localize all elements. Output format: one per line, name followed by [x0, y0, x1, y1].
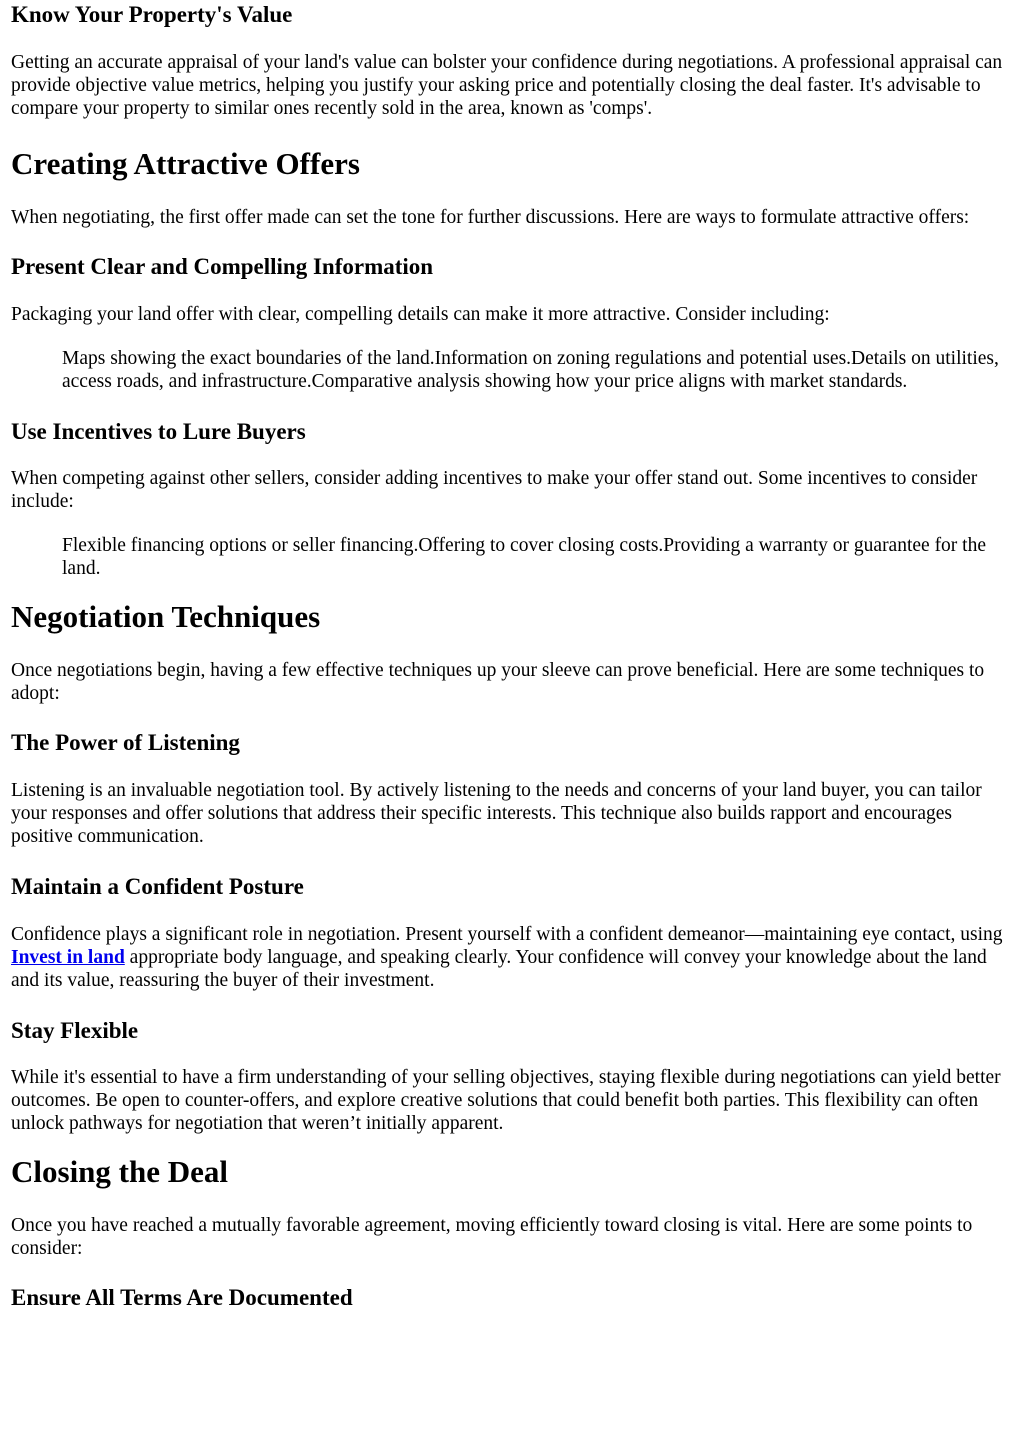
heading-know-property-value: Know Your Property's Value: [11, 2, 293, 27]
heading-terms-documented: Ensure All Terms Are Documented: [11, 1285, 353, 1310]
article: [0, 1, 1024, 1311]
paragraph-incentives: When competing against other sellers, consider adding incentives to make your offer stand out. Some incentives to consider include:: [11, 468, 978, 512]
heading-creating-attractive-offers: Creating Attractive Offers: [11, 146, 360, 181]
heading-confident-posture: Maintain a Confident Posture: [11, 874, 304, 899]
paragraph-confident-text-before: Confidence plays a significant role in negotiation. Present yourself with a confident demeanor—maintaining eye contact, using: [11, 924, 1003, 945]
paragraph-present-information: Packaging your land offer with clear, compelling details can make it more attractive. Consider including:: [11, 304, 830, 325]
paragraph-listening: Listening is an invaluable negotiation tool. By actively listening to the needs and concerns of your land buyer, you can tailor your responses and offer solutions that address their specific interests. This technique also builds rapport and encourages positive communication.: [11, 780, 982, 847]
heading-stay-flexible: Stay Flexible: [11, 1018, 139, 1043]
heading-present-clear-information: Present Clear and Compelling Information: [11, 254, 434, 279]
paragraph-confident-posture: [11, 923, 1013, 992]
list-incentives: Flexible financing options or seller financing.Offering to cover closing costs.Providing a warranty or guarantee for the land.: [62, 535, 987, 579]
paragraph-confident-text-after: appropriate body language, and speaking clearly. Your confidence will convey your knowledge about the land and its value, reassuring the buyer of their investment.: [11, 947, 987, 991]
paragraph-attractive-offers: When negotiating, the first offer made can set the tone for further discussions. Here are ways to formulate attractive offers:: [11, 207, 970, 228]
heading-power-of-listening: The Power of Listening: [11, 730, 240, 755]
heading-negotiation-techniques: Negotiation Techniques: [11, 599, 321, 634]
paragraph-closing-deal: Once you have reached a mutually favorable agreement, moving efficiently toward closing is vital. Here are some points to consider:: [11, 1215, 973, 1259]
list-offer-details: Maps showing the exact boundaries of the land.Information on zoning regulations and potential uses.Details on utilities, access roads, and infrastructure.Comparative analysis showing how your price aligns with market standards.: [62, 348, 999, 392]
paragraph-negotiation-techniques: Once negotiations begin, having a few effective techniques up your sleeve can prove beneficial. Here are some techniques to adopt:: [11, 660, 985, 704]
heading-use-incentives: Use Incentives to Lure Buyers: [11, 419, 306, 444]
paragraph-stay-flexible: While it's essential to have a firm understanding of your selling objectives, staying flexible during negotiations can yield better outcomes. Be open to counter-offers, and explore creative solutions that could benefit both parties. This flexibility can often unlock pathways for negotiation that weren’t initially apparent.: [11, 1067, 1001, 1134]
invest-in-land-link[interactable]: Invest in land: [11, 947, 125, 968]
heading-closing-the-deal: Closing the Deal: [11, 1154, 228, 1189]
paragraph-property-value: Getting an accurate appraisal of your land's value can bolster your confidence during negotiations. A professional appraisal can provide objective value metrics, helping you justify your asking price and potentially closing the deal faster. It's advisable to compare your property to similar ones recently sold in the area, known as 'comps'.: [11, 52, 1003, 119]
